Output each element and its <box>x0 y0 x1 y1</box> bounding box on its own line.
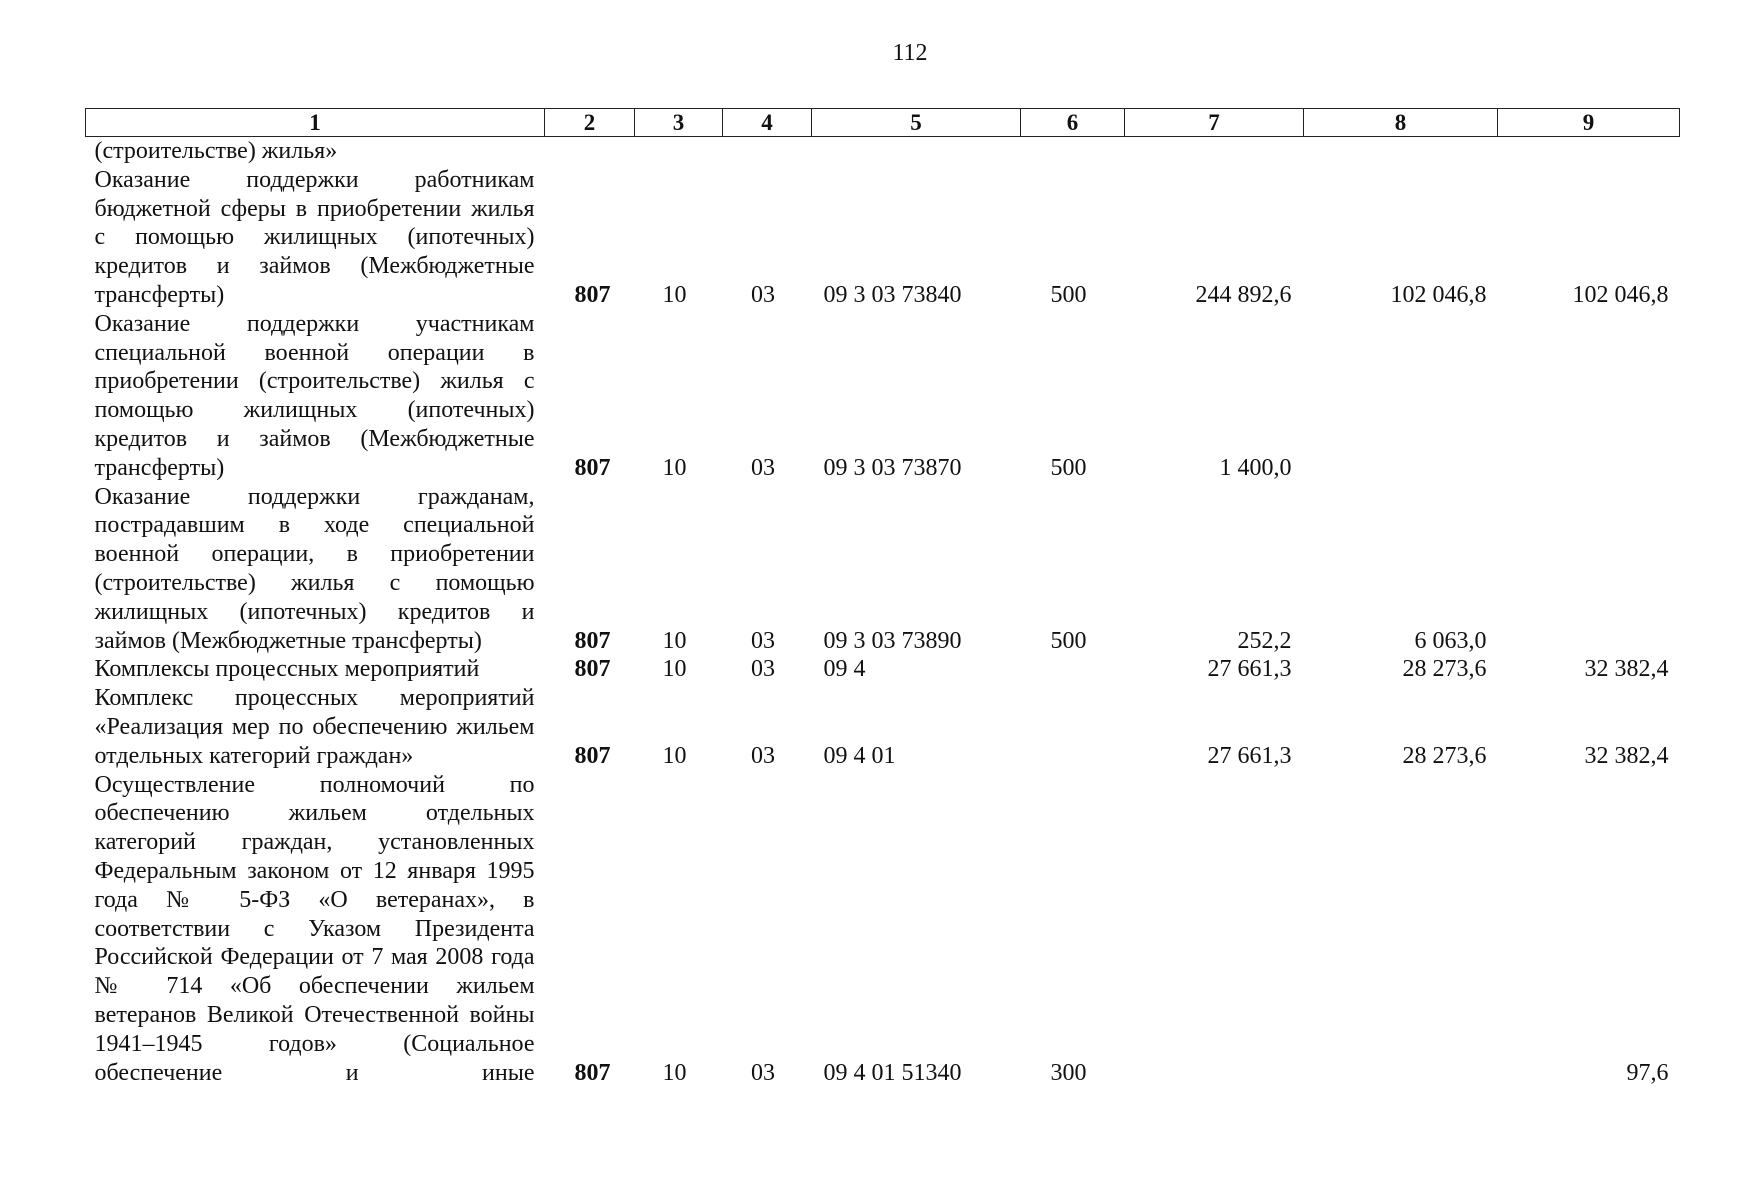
column-header: 4 <box>723 109 812 137</box>
row-sec: 10 <box>662 1059 687 1086</box>
table-row <box>86 771 1680 1088</box>
row-gr: 807 <box>574 656 611 683</box>
table-row <box>86 137 1680 166</box>
table-header-row <box>86 109 1680 137</box>
column-header: 3 <box>635 109 723 137</box>
row-vr: 500 <box>1050 627 1087 654</box>
column-header: 6 <box>1021 109 1125 137</box>
column-header: 1 <box>86 109 545 137</box>
row-gr: 807 <box>574 281 611 308</box>
row-value-7: 1 400,0 <box>1219 454 1292 481</box>
row-name: (строительстве) жилья» <box>94 138 338 164</box>
budget-table-container <box>85 108 1679 1087</box>
row-sub: 03 <box>751 742 775 769</box>
row-csr: 09 4 01 <box>823 742 896 769</box>
row-vr: 500 <box>1050 281 1087 308</box>
row-value-7 <box>1125 771 1304 1088</box>
row-csr: 09 3 03 73890 <box>823 627 962 654</box>
row-vr <box>1021 137 1125 166</box>
row-sub: 03 <box>751 281 775 308</box>
row-value-8: 28 273,6 <box>1402 742 1487 769</box>
row-value-7: 244 892,6 <box>1195 281 1292 308</box>
row-csr: 09 4 <box>823 656 866 683</box>
row-sec: 10 <box>662 454 687 481</box>
row-gr: 807 <box>574 1059 611 1086</box>
budget-table <box>85 108 1680 1087</box>
row-value-7 <box>1125 137 1304 166</box>
row-sub: 03 <box>751 1059 775 1086</box>
row-value-8: 102 046,8 <box>1390 281 1487 308</box>
row-csr: 09 3 03 73840 <box>823 281 962 308</box>
row-gr: 807 <box>574 627 611 654</box>
row-gr: 807 <box>574 742 611 769</box>
table-row <box>86 310 1680 483</box>
row-sec <box>635 137 723 166</box>
row-value-8 <box>1304 137 1498 166</box>
row-csr <box>812 137 1021 166</box>
row-value-9: 32 382,4 <box>1584 742 1669 769</box>
row-sec: 10 <box>662 656 687 683</box>
row-value-7: 27 661,3 <box>1207 742 1292 769</box>
row-csr: 09 4 01 51340 <box>823 1059 962 1086</box>
row-value-9: 102 046,8 <box>1572 281 1669 308</box>
row-value-7: 27 661,3 <box>1207 656 1292 683</box>
row-vr: 500 <box>1050 454 1087 481</box>
row-value-9 <box>1498 137 1680 166</box>
row-csr: 09 3 03 73870 <box>823 454 962 481</box>
table-row <box>86 684 1680 770</box>
table-row <box>86 483 1680 656</box>
row-name: Оказание поддержки гражданам, пострадавшим в ходе специальной военной операции, в приобретении (строительстве) жилья с помощью жилищных (ипотечных) кредитов и займов (Межбюджетные трансферты) <box>94 483 535 654</box>
table-row <box>86 166 1680 310</box>
column-header: 2 <box>545 109 635 137</box>
row-value-7: 252,2 <box>1237 627 1292 654</box>
row-sub: 03 <box>751 656 775 683</box>
row-vr: 300 <box>1050 1059 1087 1086</box>
row-name: Комплекс процессных мероприятий «Реализация мер по обеспечению жильем отдельных категорий граждан» <box>94 685 535 769</box>
table-row <box>86 655 1680 684</box>
row-value-8: 28 273,6 <box>1402 656 1487 683</box>
row-name: Оказание поддержки работникам бюджетной сферы в приобретении жилья с помощью жилищных (ипотечных) кредитов и займов (Межбюджетные трансферты) <box>94 166 535 308</box>
row-value-9 <box>1498 483 1680 656</box>
row-gr <box>545 137 635 166</box>
column-header: 5 <box>812 109 1021 137</box>
column-header: 7 <box>1125 109 1304 137</box>
row-gr: 807 <box>574 454 611 481</box>
row-sub: 03 <box>751 454 775 481</box>
row-vr <box>1021 684 1125 770</box>
row-vr <box>1021 655 1125 684</box>
column-header: 8 <box>1304 109 1498 137</box>
row-sec: 10 <box>662 627 687 654</box>
row-name: Оказание поддержки участникам специальной военной операции в приобретении (строительстве) жилья с помощью жилищных (ипотечных) кредитов и займов (Межбюджетные трансферты) <box>94 310 535 481</box>
row-value-8 <box>1304 310 1498 483</box>
row-value-8 <box>1304 771 1498 1088</box>
row-name: Комплексы процессных мероприятий <box>94 656 480 683</box>
row-sec: 10 <box>662 742 687 769</box>
row-value-9 <box>1498 310 1680 483</box>
row-name: Осуществление полномочий по обеспечению жильем отдельных категорий граждан, установленных Федеральным законом от 12 января 1995 года № 5-ФЗ «О ветеранах», в соответствии с Указом Президента Российской Федерации от 7 мая 2008 года № 714 «Об обеспечении жильем ветеранов Великой Отечественной войны 1941–1945 годов» (Социальное обеспечение и иные <box>94 771 535 1086</box>
row-sub <box>723 137 812 166</box>
page-number: 112 <box>892 40 928 66</box>
row-value-9: 97,6 <box>1626 1059 1669 1086</box>
row-sec: 10 <box>662 281 687 308</box>
column-header: 9 <box>1498 109 1680 137</box>
row-sub: 03 <box>751 627 775 654</box>
row-value-8: 6 063,0 <box>1414 627 1487 654</box>
row-value-9: 32 382,4 <box>1584 656 1669 683</box>
